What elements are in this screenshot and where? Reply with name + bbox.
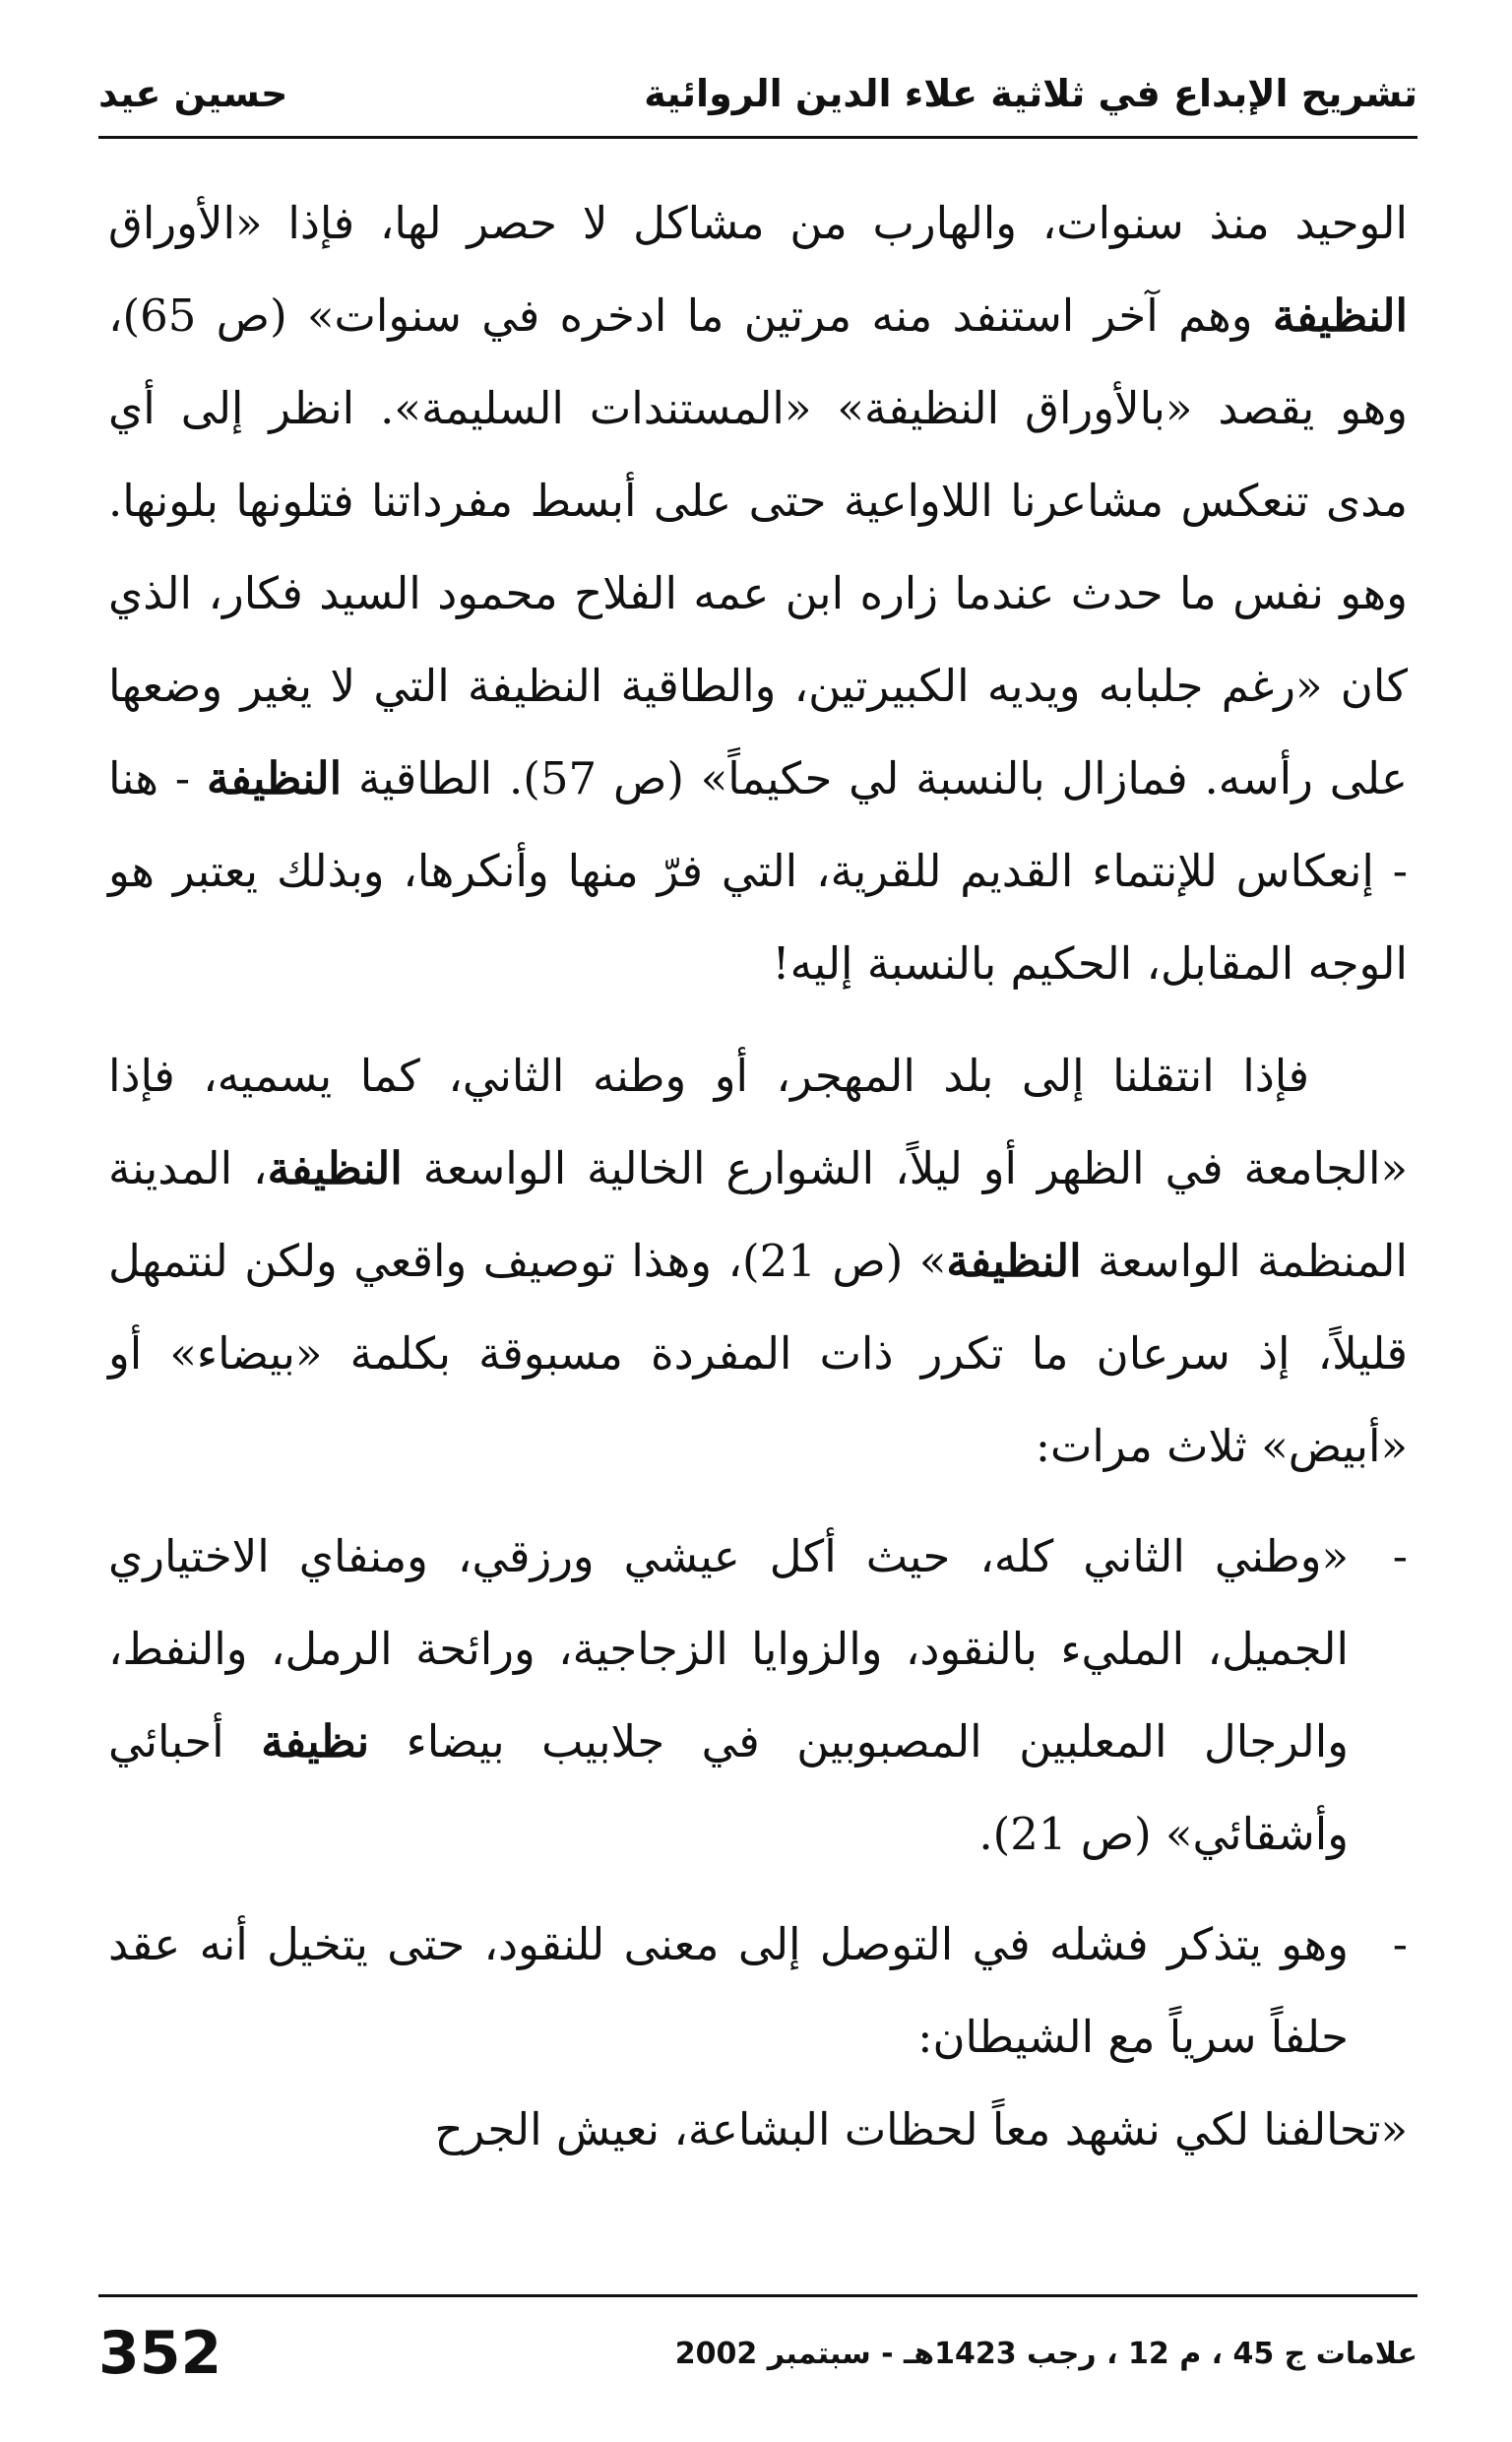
- list-item-2: [108, 1898, 1408, 2084]
- footer-divider: [98, 2294, 1418, 2297]
- text-run: «وطني الثاني كله، حيث أكل عيشي ورزقي، ومنفاي الاختياري الجميل، المليء بالنقود، والزوايا الزجاجية، ورائحة الرمل، والنفط، والرجال المعلبين المصبوبين في جلابيب بيضاء: [108, 1530, 1349, 1767]
- article-title: تشريح الإبداع في ثلاثية علاء الدين الروائية: [644, 72, 1418, 115]
- emphasis-term: النظيفة: [267, 1142, 403, 1194]
- list-item-text: [108, 1510, 1349, 1881]
- emphasis-term: نظيفة: [261, 1715, 370, 1767]
- page-footer: [98, 2314, 1418, 2393]
- header-divider: [98, 136, 1418, 139]
- text-run: الوحيد منذ سنوات، والهارب من مشاكل لا حصر لها، فإذا «الأوراق: [108, 197, 1408, 249]
- emphasis-term: النظيفة: [946, 1235, 1082, 1287]
- quote-line: «تحالفنا لكي نشهد معاً لحظات البشاعة، نعيش الجرح: [434, 2103, 1408, 2155]
- author-name: حسين عيد: [98, 72, 288, 115]
- page-number: 352: [98, 2319, 222, 2388]
- paragraph-1: [108, 177, 1408, 1010]
- emphasis-term: النظيفة: [206, 752, 343, 804]
- list-dash: -: [1392, 1918, 1408, 1970]
- text-run: فإذا انتقلنا إلى بلد المهجر، أو وطنه الثاني، كما يسميه، فإذا «الجامعة في الظهر أو ليلاً، الشوارع الخالية الواسعة: [108, 1050, 1408, 1194]
- paragraph-2: [108, 1030, 1408, 1493]
- list-dash: -: [1392, 1530, 1408, 1582]
- list-item-1: [108, 1510, 1408, 1881]
- article-body: [108, 177, 1408, 2176]
- journal-citation: علامات ج 45 ، م 12 ، رجب 1423هـ - سبتمبر 2002: [674, 2336, 1418, 2371]
- text-run: - هنا - إنعكاس للإنتماء القديم للقرية، التي فرّ منها وأنكرها، وبذلك يعتبر هو الوجه المقابل، الحكيم بالنسبة إليه!: [108, 752, 1408, 990]
- text-run: وهم آخر استنفد منه مرتين ما ادخره في سنوات» (ص 65)، وهو يقصد «بالأوراق النظيفة» «المستندات السليمة». انظر إلى أي مدى تنعكس مشاعرنا اللاواعية حتى على أبسط مفرداتنا فتلونها بلونها. وهو نفس ما حدث عندما زاره ابن عمه الفلاح محمود السيد فكار، الذي كان «رغم جلبابه ويديه الكبيرتين، والطاقية النظيفة التي لا يغير وضعها على رأسه. فمازال بالنسبة لي حكيماً» (ص 57). الطاقية: [108, 289, 1408, 804]
- running-header: [98, 59, 1418, 128]
- emphasis-term: النظيفة: [1272, 289, 1408, 342]
- text-run: ، المدينة المنظمة الواسعة: [108, 1142, 1408, 1287]
- text-run: » (ص 21)، وهذا توصيف واقعي ولكن لنتمهل قليلاً، إذ سرعان ما تكرر ذات المفردة مسبوقة بكلمة «بيضاء» أو «أبيض» ثلاث مرات:: [108, 1235, 1408, 1472]
- list-item-text: وهو يتذكر فشله في التوصل إلى معنى للنقود، حتى يتخيل أنه عقد حلفاً سرياً مع الشيطان:: [108, 1918, 1349, 2063]
- text-run: أحبائي وأشقائي» (ص 21).: [108, 1715, 1349, 1860]
